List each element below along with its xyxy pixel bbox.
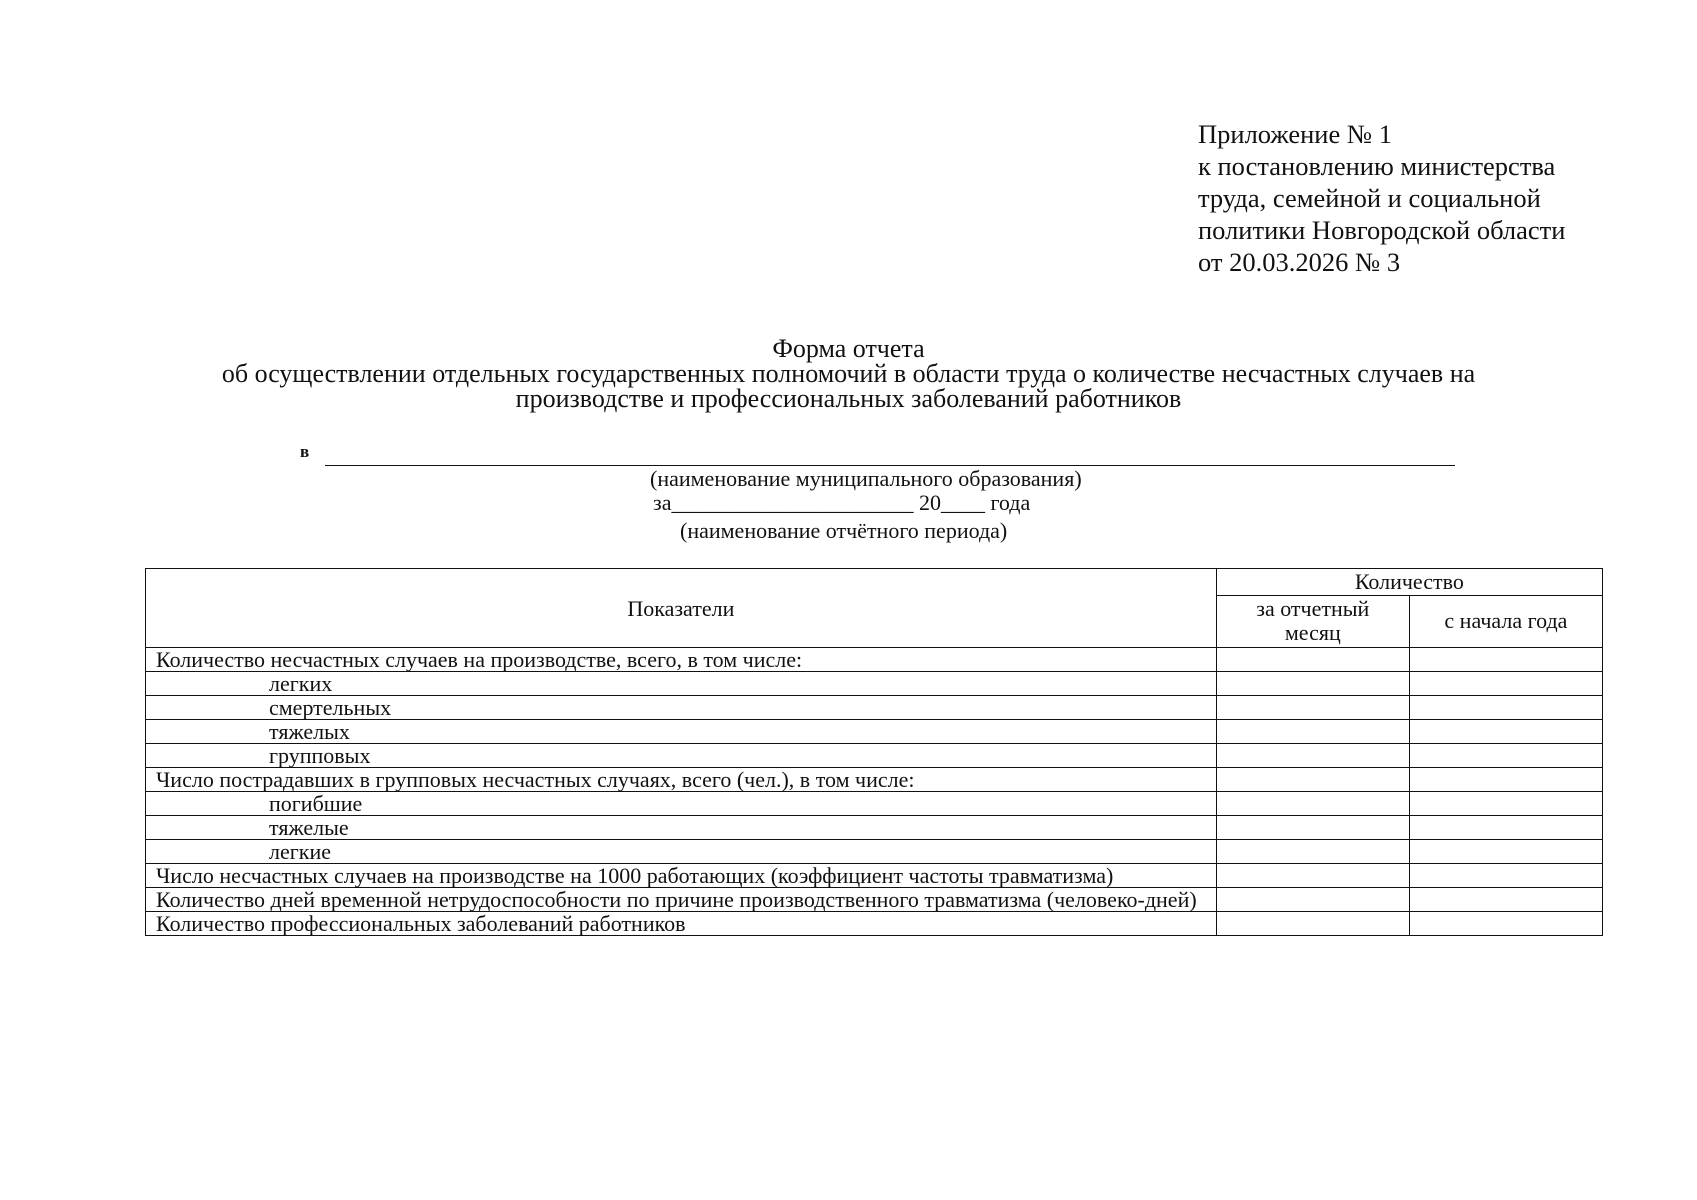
year-cell[interactable]: [1409, 672, 1602, 696]
year-cell[interactable]: [1409, 888, 1602, 912]
row-label: Число пострадавших в групповых несчастных случаях, всего (чел.), в том числе:: [146, 768, 1217, 792]
year-cell[interactable]: [1409, 792, 1602, 816]
row-label: Число несчастных случаев на производстве на 1000 работающих (коэффициент частоты травматизма): [146, 864, 1217, 888]
appendix-block: [1198, 118, 1565, 278]
appendix-line-3: труда, семейной и социальной: [1198, 183, 1541, 213]
month-cell[interactable]: [1216, 672, 1409, 696]
year-cell[interactable]: [1409, 768, 1602, 792]
form-title: [0, 336, 1697, 411]
header-quantity: Количество: [1216, 569, 1602, 596]
month-cell[interactable]: [1216, 696, 1409, 720]
year-cell[interactable]: [1409, 840, 1602, 864]
form-title-line-2: об осуществлении отдельных государственных полномочий в области труда о количестве несчастных случаев на: [221, 359, 1476, 388]
table-row: [146, 672, 1603, 696]
table-row: [146, 720, 1603, 744]
table-row: [146, 792, 1603, 816]
table-row: [146, 648, 1603, 672]
year-cell[interactable]: [1409, 816, 1602, 840]
table-row: [146, 816, 1603, 840]
year-cell[interactable]: [1409, 648, 1602, 672]
form-title-line-3: производстве и профессиональных заболеваний работников: [515, 384, 1182, 413]
row-label: легких: [146, 672, 1217, 696]
month-cell[interactable]: [1216, 888, 1409, 912]
appendix-line-4: политики Новгородской области: [1198, 215, 1566, 245]
table-row: [146, 840, 1603, 864]
report-table: [145, 568, 1603, 936]
table-row: [146, 864, 1603, 888]
year-cell[interactable]: [1409, 696, 1602, 720]
appendix-line-1: Приложение № 1: [1198, 119, 1393, 149]
month-cell[interactable]: [1216, 648, 1409, 672]
row-label: тяжелые: [146, 816, 1217, 840]
table-row: [146, 744, 1603, 768]
year-cell[interactable]: [1409, 912, 1602, 936]
row-label: Количество профессиональных заболеваний работников: [146, 912, 1217, 936]
municipality-caption: (наименование муниципального образования): [650, 466, 1082, 491]
in-label: в: [300, 442, 310, 461]
month-cell[interactable]: [1216, 720, 1409, 744]
form-title-line-1: Форма отчета: [772, 334, 925, 363]
table-row: [146, 696, 1603, 720]
table-row: [146, 912, 1603, 936]
table-row: [146, 888, 1603, 912]
appendix-line-2: к постановлению министерства: [1198, 151, 1556, 181]
row-label: Количество дней временной нетрудоспособности по причине производственного травматизма (человеко-дней): [146, 888, 1217, 912]
month-cell[interactable]: [1216, 744, 1409, 768]
row-label: погибшие: [146, 792, 1217, 816]
row-label: тяжелых: [146, 720, 1217, 744]
year-cell[interactable]: [1409, 720, 1602, 744]
year-cell[interactable]: [1409, 864, 1602, 888]
row-label: групповых: [146, 744, 1217, 768]
header-year: с начала года: [1409, 595, 1602, 647]
month-cell[interactable]: [1216, 792, 1409, 816]
header-indicators: Показатели: [146, 569, 1217, 648]
row-label: Количество несчастных случаев на производстве, всего, в том числе:: [146, 648, 1217, 672]
table-row: [146, 768, 1603, 792]
period-caption: (наименование отчётного периода): [680, 518, 1008, 543]
month-cell[interactable]: [1216, 840, 1409, 864]
month-cell[interactable]: [1216, 912, 1409, 936]
month-cell[interactable]: [1216, 816, 1409, 840]
appendix-line-5: от 20.03.2026 № 3: [1198, 247, 1401, 277]
month-cell[interactable]: [1216, 864, 1409, 888]
year-cell[interactable]: [1409, 744, 1602, 768]
row-label: смертельных: [146, 696, 1217, 720]
period-field[interactable]: за______________________ 20____ года: [653, 490, 1031, 515]
row-label: легкие: [146, 840, 1217, 864]
month-cell[interactable]: [1216, 768, 1409, 792]
header-month: за отчетный месяц: [1216, 595, 1409, 647]
